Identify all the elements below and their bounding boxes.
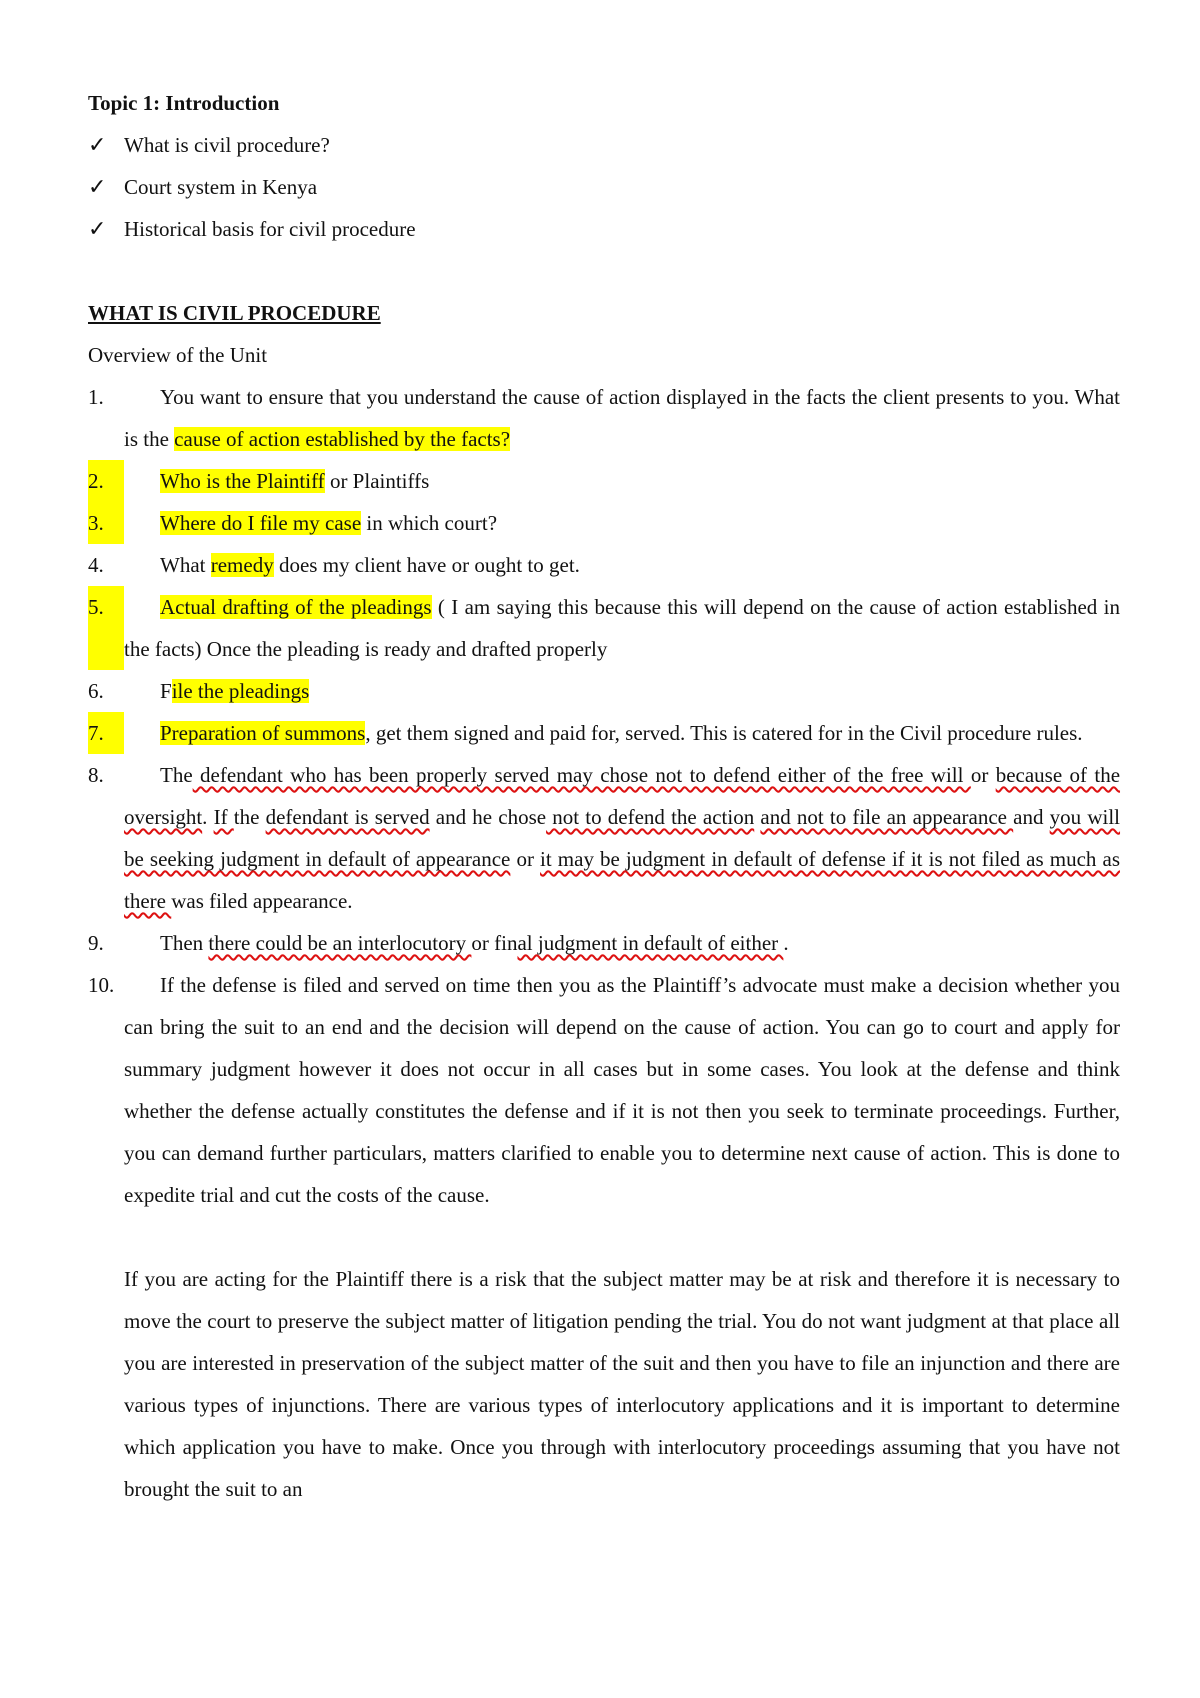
checklist-item: ✓ Court system in Kenya <box>88 166 1120 208</box>
checkmark-icon: ✓ <box>88 174 107 199</box>
body-paragraph: If you are acting for the Plaintiff there is a risk that the subject matter may be at risk and therefore it is necessary to move the court to preserve the subject matter of litigation pending the trial. You do not want judgment at that place all you are interested in preservation of the subject matter of the suit and then you have to file an injunction and there are various types of injunctions. There are various types of interlocutory applications and it is important to determine which application you have to make. Once you through with interlocutory proceedings assuming that you have not brought the suit to an <box>124 1267 1120 1501</box>
list-item: 5. Actual drafting of the pleadings ( I am saying this because this will depend on the cause of action established in the facts) Once the pleading is ready and drafted properly <box>88 586 1120 670</box>
list-item: 9. Then there could be an interlocutory or final judgment in default of either . <box>88 931 789 955</box>
topic-title: Topic 1: Introduction <box>88 91 280 115</box>
highlight: cause of action established by the facts? <box>174 427 511 451</box>
list-item: 7. Preparation of summons, get them signed and paid for, served. This is catered for in the Civil procedure rules. <box>88 712 1120 754</box>
highlight: Preparation of summons <box>160 721 366 745</box>
list-item: 10. If the defense is filed and served on time then you as the Plaintiff’s advocate must make a decision whether you can bring the suit to an end and the decision will depend on the cause of action. You can go to court and apply for summary judgment however it does not occur in all cases but in some cases. You look at the defense and think whether the defense actually constitutes the defense and if it is not then you seek to terminate proceedings. Further, you can demand further particulars, matters clarified to enable you to determine next cause of action. This is done to expedite trial and cut the costs of the cause. <box>88 973 1120 1207</box>
overview-label: Overview of the Unit <box>88 343 268 367</box>
list-item: 4. What remedy does my client have or ought to get. <box>88 553 580 577</box>
highlight: remedy <box>210 553 274 577</box>
highlight: Actual drafting of the pleadings <box>160 595 432 619</box>
checkmark-icon: ✓ <box>88 132 107 157</box>
list-item: 2. Who is the Plaintiff or Plaintiffs <box>88 460 1120 502</box>
list-item: 1. You want to ensure that you understand the cause of action displayed in the facts the client presents to you. What is the cause of action established by the facts? <box>88 385 1120 451</box>
list-item: 3. Where do I file my case in which court? <box>88 502 1120 544</box>
checklist-item: ✓ Historical basis for civil procedure <box>88 208 1120 250</box>
highlight: Where do I file my case <box>160 511 362 535</box>
checkmark-icon: ✓ <box>88 216 107 241</box>
checklist-item: ✓ What is civil procedure? <box>88 124 1120 166</box>
highlight: Who is the Plaintiff <box>160 469 325 493</box>
list-item: 8. The defendant who has been properly served may chose not to defend either of the free will or because of the oversight. If the defendant is served and he chose not to defend the action and not to file an appearance and you will be seeking judgment in default of appearance or it may be judgment in default of defense if it is not filed as much as there was filed appearance. <box>88 763 1121 913</box>
document-page <box>88 82 1120 1510</box>
list-item: 6. File the pleadings <box>88 679 310 703</box>
spelling-squiggle: defendant who has been properly served may chose not to defend either of the free will <box>192 763 971 787</box>
section-heading: WHAT IS CIVIL PROCEDURE <box>88 301 381 325</box>
highlight: ile the pleadings <box>171 679 310 703</box>
